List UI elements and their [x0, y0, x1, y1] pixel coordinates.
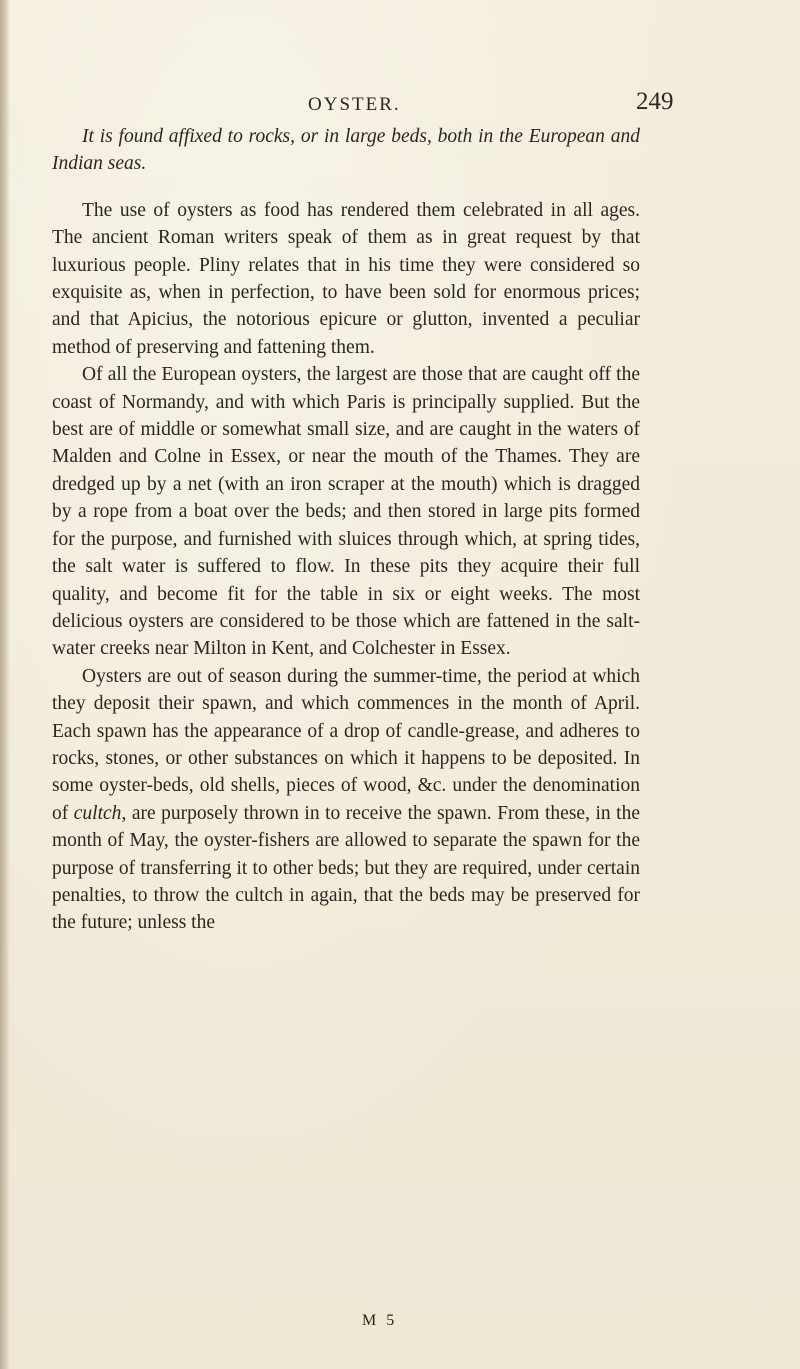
paragraph-use-as-food: The use of oysters as food has rendered them celebrated in all ages. The ancient Roman writers speak of them as in great request by that luxurious people. Pliny relates that in his time they were considered so exquisite as, when in perfection, to have been sold for enormous prices; and that Apicius, the notorious epicure or glutton, invented a peculiar method of preserving and fattening them.	[52, 199, 640, 358]
page-body	[52, 123, 640, 937]
season-text-before: Oysters are out of season during the summer-time, the period at which they deposit their spawn, and which commences in the month of April. Each spawn has the appearance of a drop of candle-grease, and adheres to rocks, stones, or other substances on which it happens to be deposited. In some oyster-beds, old shells, pieces of wood, &c. under the denomination of	[52, 665, 640, 824]
signature-mark: M 5	[362, 1312, 398, 1329]
paragraph-european-oysters: Of all the European oysters, the largest are those that are caught off the coast of Normandy, and with which Paris is principally supplied. But the best are of middle or somewhat small size, and are caught in the waters of Malden and Colne in Essex, or near the mouth of the Thames. They are dredged up by a net (with an iron scraper at the mouth) which is dragged by a rope from a boat over the beds; and then stored in large pits formed for the purpose, and furnished with sluices through which, at spring tides, the salt water is suffered to flow. In these pits they acquire their full quality, and become fit for the table in six or eight weeks. The most delicious oysters are considered to be those which are fattened in the salt-water creeks near Milton in Kent, and Colchester in Essex.	[52, 364, 640, 660]
page-gutter-shadow	[0, 0, 10, 1369]
season-text-after: , are purposely thrown in to receive the spawn. From these, in the month of May, the oyster-fishers are allowed to separate the spawn for the purpose of transferring it to other beds; but they are required, under certain penalties, to throw the cultch in again, that the beds may be preserved for the future; unless the	[52, 802, 640, 934]
cultch-term: cultch	[73, 802, 122, 824]
page-header	[0, 88, 800, 128]
page-number: 249	[636, 88, 674, 115]
paragraph-season	[52, 663, 640, 937]
running-title: OYSTER.	[308, 94, 401, 115]
paragraph-intro: It is found affixed to rocks, or in large beds, both in the European and Indian seas.	[52, 126, 640, 175]
